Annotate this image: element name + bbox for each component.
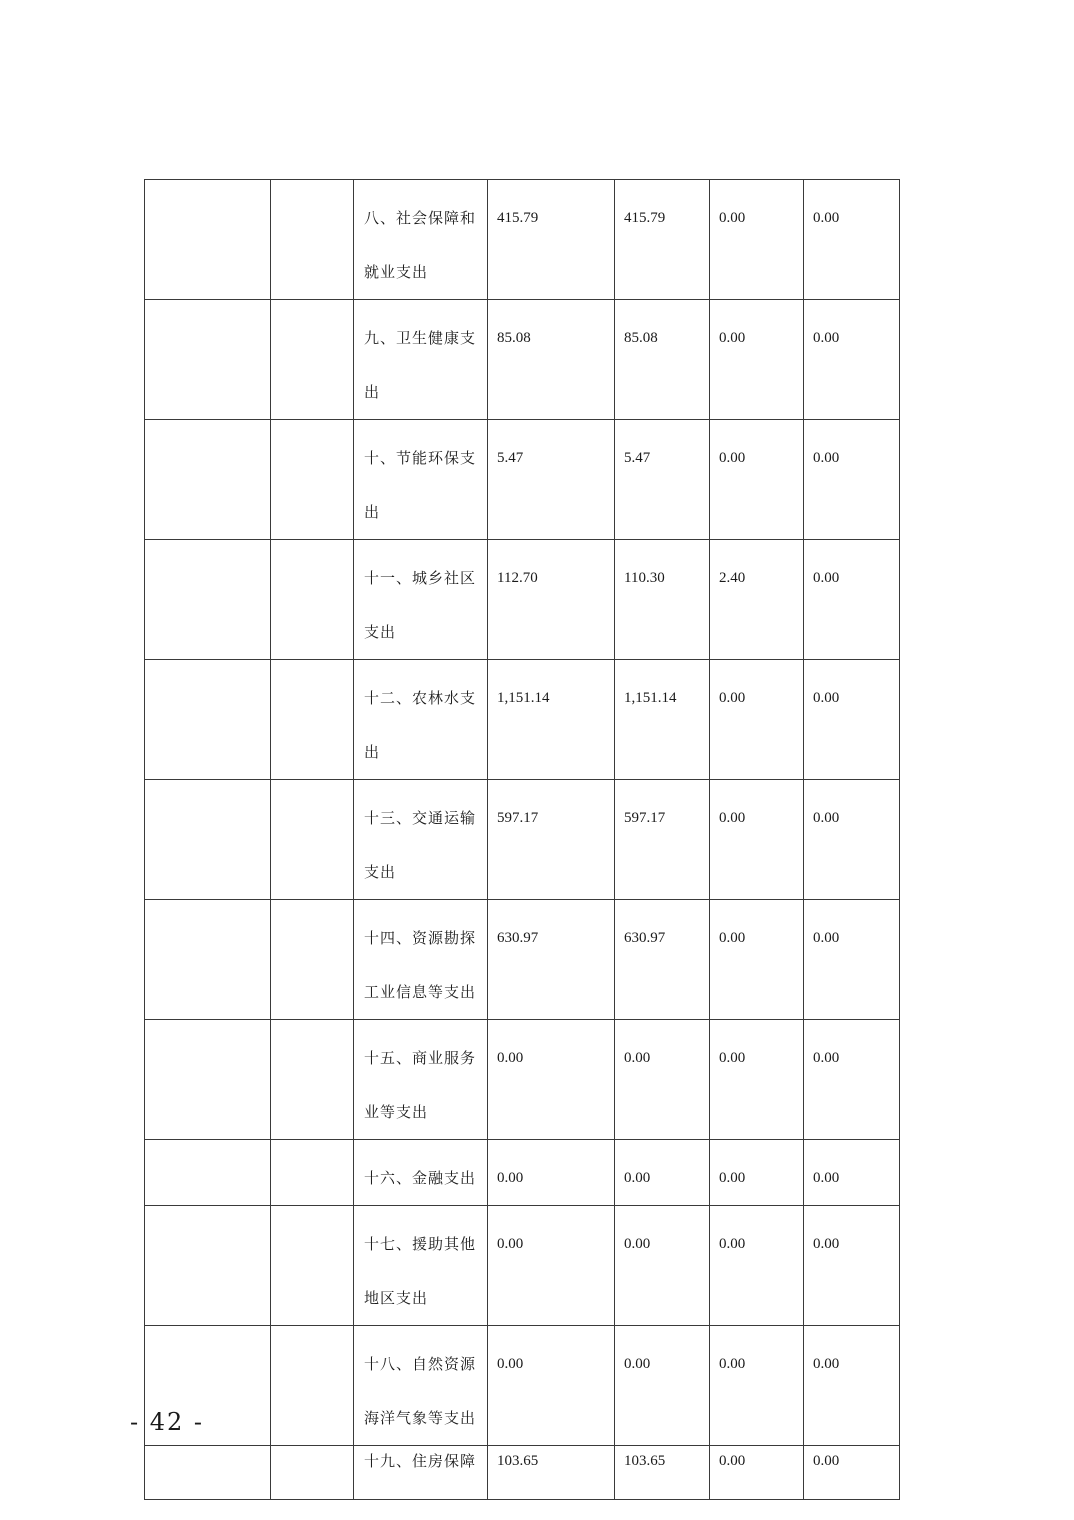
empty-cell — [145, 1446, 271, 1500]
category-cell: 十二、农林水支出 — [354, 660, 488, 780]
empty-cell — [271, 1446, 354, 1500]
amount-cell: 0.00 — [615, 1206, 710, 1326]
category-cell: 十六、金融支出 — [354, 1140, 488, 1206]
amount-cell: 5.47 — [488, 420, 615, 540]
amount-cell: 85.08 — [488, 300, 615, 420]
amount-cell: 0.00 — [710, 300, 804, 420]
table-row — [145, 180, 900, 300]
amount-cell: 103.65 — [615, 1446, 710, 1500]
category-cell: 十、节能环保支出 — [354, 420, 488, 540]
table-row — [145, 300, 900, 420]
empty-cell — [145, 660, 271, 780]
amount-cell: 597.17 — [615, 780, 710, 900]
amount-cell: 0.00 — [488, 1140, 615, 1206]
page-number: - 42 - — [130, 1408, 205, 1436]
amount-cell: 0.00 — [804, 540, 900, 660]
amount-cell: 0.00 — [488, 1206, 615, 1326]
amount-cell: 0.00 — [488, 1326, 615, 1446]
amount-cell: 0.00 — [710, 420, 804, 540]
table-row — [145, 420, 900, 540]
empty-cell — [271, 660, 354, 780]
amount-cell: 0.00 — [710, 1326, 804, 1446]
amount-cell: 597.17 — [488, 780, 615, 900]
table-row — [145, 1446, 900, 1500]
amount-cell: 630.97 — [488, 900, 615, 1020]
category-cell: 十五、商业服务业等支出 — [354, 1020, 488, 1140]
empty-cell — [271, 1326, 354, 1446]
amount-cell: 0.00 — [488, 1020, 615, 1140]
amount-cell: 415.79 — [615, 180, 710, 300]
category-cell: 八、社会保障和就业支出 — [354, 180, 488, 300]
table-row — [145, 660, 900, 780]
amount-cell: 2.40 — [710, 540, 804, 660]
empty-cell — [145, 300, 271, 420]
empty-cell — [145, 1140, 271, 1206]
amount-cell: 0.00 — [710, 180, 804, 300]
empty-cell — [145, 420, 271, 540]
category-cell: 十一、城乡社区支出 — [354, 540, 488, 660]
category-cell: 十三、交通运输支出 — [354, 780, 488, 900]
amount-cell: 112.70 — [488, 540, 615, 660]
empty-cell — [145, 1020, 271, 1140]
amount-cell: 0.00 — [804, 1446, 900, 1500]
amount-cell: 0.00 — [804, 1020, 900, 1140]
amount-cell: 1,151.14 — [615, 660, 710, 780]
empty-cell — [145, 180, 271, 300]
amount-cell: 110.30 — [615, 540, 710, 660]
amount-cell: 630.97 — [615, 900, 710, 1020]
amount-cell: 0.00 — [804, 1140, 900, 1206]
table-row — [145, 1140, 900, 1206]
amount-cell: 0.00 — [804, 780, 900, 900]
amount-cell: 0.00 — [804, 1206, 900, 1326]
amount-cell: 0.00 — [804, 660, 900, 780]
empty-cell — [145, 780, 271, 900]
amount-cell: 415.79 — [488, 180, 615, 300]
table-row — [145, 1326, 900, 1446]
amount-cell: 0.00 — [710, 1206, 804, 1326]
amount-cell: 0.00 — [615, 1326, 710, 1446]
amount-cell: 0.00 — [615, 1020, 710, 1140]
amount-cell: 0.00 — [804, 180, 900, 300]
empty-cell — [271, 540, 354, 660]
empty-cell — [271, 300, 354, 420]
empty-cell — [145, 900, 271, 1020]
table-row — [145, 540, 900, 660]
category-cell: 十四、资源勘探工业信息等支出 — [354, 900, 488, 1020]
empty-cell — [145, 1206, 271, 1326]
empty-cell — [145, 540, 271, 660]
amount-cell: 0.00 — [804, 900, 900, 1020]
amount-cell: 103.65 — [488, 1446, 615, 1500]
amount-cell: 0.00 — [710, 1140, 804, 1206]
table-row — [145, 780, 900, 900]
amount-cell: 0.00 — [710, 780, 804, 900]
category-cell: 十八、自然资源海洋气象等支出 — [354, 1326, 488, 1446]
category-cell: 十九、住房保障 — [354, 1446, 488, 1500]
amount-cell: 85.08 — [615, 300, 710, 420]
empty-cell — [271, 180, 354, 300]
amount-cell: 5.47 — [615, 420, 710, 540]
category-cell: 九、卫生健康支出 — [354, 300, 488, 420]
amount-cell: 0.00 — [615, 1140, 710, 1206]
empty-cell — [271, 780, 354, 900]
category-cell: 十七、援助其他地区支出 — [354, 1206, 488, 1326]
empty-cell — [271, 1206, 354, 1326]
amount-cell: 0.00 — [804, 300, 900, 420]
amount-cell: 0.00 — [710, 1020, 804, 1140]
table-row — [145, 1020, 900, 1140]
empty-cell — [271, 420, 354, 540]
amount-cell: 0.00 — [710, 660, 804, 780]
amount-cell: 0.00 — [804, 1326, 900, 1446]
amount-cell: 0.00 — [710, 900, 804, 1020]
table-row — [145, 900, 900, 1020]
table-row — [145, 1206, 900, 1326]
empty-cell — [271, 900, 354, 1020]
amount-cell: 0.00 — [710, 1446, 804, 1500]
amount-cell: 1,151.14 — [488, 660, 615, 780]
amount-cell: 0.00 — [804, 420, 900, 540]
empty-cell — [271, 1020, 354, 1140]
budget-table — [144, 179, 900, 1500]
empty-cell — [271, 1140, 354, 1206]
